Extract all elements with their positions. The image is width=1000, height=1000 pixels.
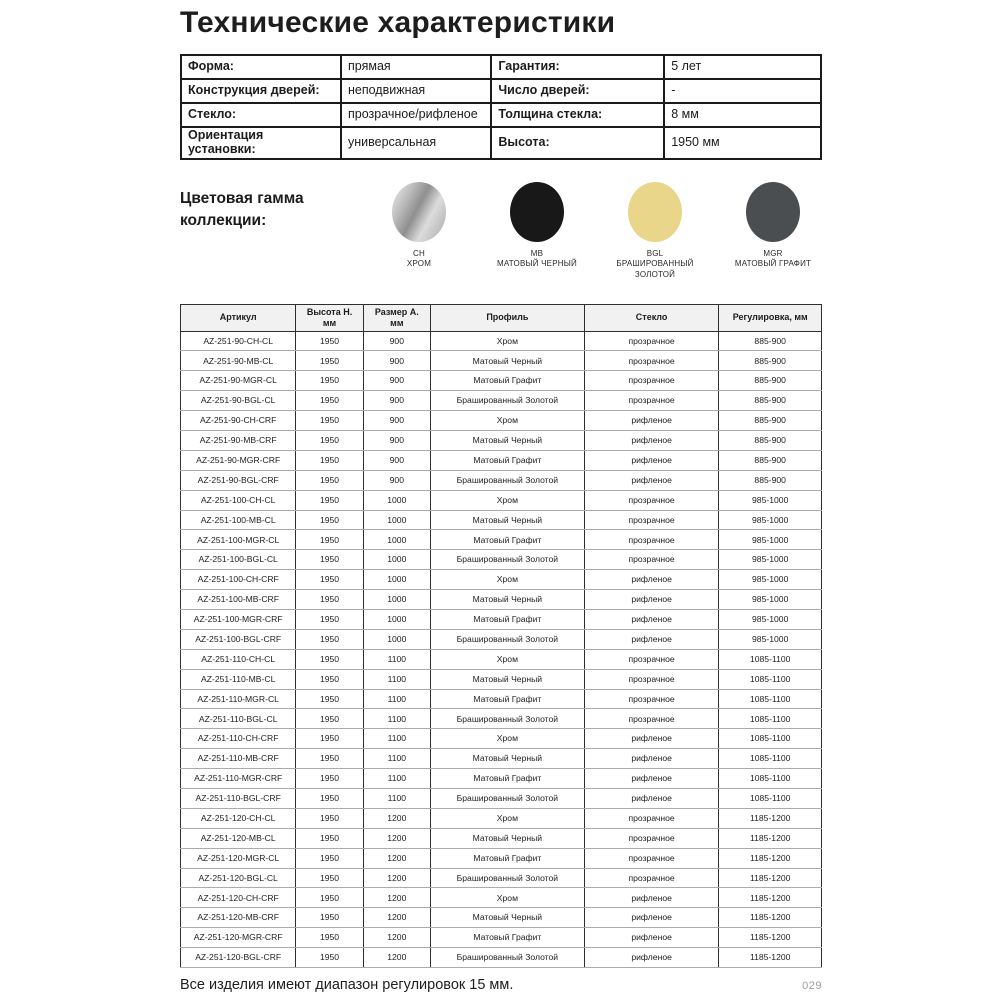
cell-glass: прозрачное bbox=[584, 828, 719, 848]
footer-note: Все изделия имеют диапазон регулировок 15 мм. bbox=[180, 977, 514, 993]
cell-profile: Хром bbox=[430, 570, 584, 590]
cell-profile: Матовый Черный bbox=[430, 828, 584, 848]
cell-adjustment: 1185-1200 bbox=[719, 808, 822, 828]
cell-profile: Матовый Черный bbox=[430, 908, 584, 928]
cell-adjustment: 985-1000 bbox=[719, 550, 822, 570]
cell-height: 1950 bbox=[296, 550, 363, 570]
cell-height: 1950 bbox=[296, 391, 363, 411]
cell-glass: прозрачное bbox=[584, 848, 719, 868]
cell-height: 1950 bbox=[296, 908, 363, 928]
table-row bbox=[181, 948, 822, 968]
cell-adjustment: 985-1000 bbox=[719, 530, 822, 550]
cell-size: 900 bbox=[363, 450, 430, 470]
table-row bbox=[181, 550, 822, 570]
cell-article: AZ-251-100-MGR-CL bbox=[181, 530, 296, 550]
cell-size: 1200 bbox=[363, 948, 430, 968]
cell-profile: Хром bbox=[430, 490, 584, 510]
cell-height: 1950 bbox=[296, 351, 363, 371]
cell-article: AZ-251-100-BGL-CL bbox=[181, 550, 296, 570]
page-number: 029 bbox=[802, 980, 822, 992]
cell-size: 1000 bbox=[363, 570, 430, 590]
table-row bbox=[181, 908, 822, 928]
cell-size: 1100 bbox=[363, 788, 430, 808]
cell-adjustment: 985-1000 bbox=[719, 590, 822, 610]
products-table-body bbox=[181, 331, 822, 968]
cell-size: 900 bbox=[363, 411, 430, 431]
table-row bbox=[181, 848, 822, 868]
cell-article: AZ-251-110-MGR-CL bbox=[181, 689, 296, 709]
spec-label: Число дверей: bbox=[491, 79, 664, 103]
cell-height: 1950 bbox=[296, 888, 363, 908]
table-row bbox=[181, 669, 822, 689]
cell-height: 1950 bbox=[296, 649, 363, 669]
cell-size: 1200 bbox=[363, 888, 430, 908]
cell-profile: Хром bbox=[430, 888, 584, 908]
cell-adjustment: 1185-1200 bbox=[719, 888, 822, 908]
table-row bbox=[181, 391, 822, 411]
cell-article: AZ-251-90-MB-CL bbox=[181, 351, 296, 371]
cell-article: AZ-251-90-CH-CL bbox=[181, 331, 296, 351]
spec-value: 1950 мм bbox=[664, 127, 821, 159]
cell-glass: прозрачное bbox=[584, 709, 719, 729]
cell-article: AZ-251-100-CH-CL bbox=[181, 490, 296, 510]
cell-size: 1000 bbox=[363, 550, 430, 570]
color-gamma-heading: Цветовая гамма коллекции: bbox=[180, 189, 304, 229]
cell-glass: прозрачное bbox=[584, 351, 719, 371]
color-swatch-label: MGR МАТОВЫЙ ГРАФИТ bbox=[734, 248, 812, 269]
color-swatch-label: BGL БРАШИРОВАННЫЙ ЗОЛОТОЙ bbox=[616, 248, 694, 280]
cell-height: 1950 bbox=[296, 788, 363, 808]
cell-adjustment: 1085-1100 bbox=[719, 689, 822, 709]
table-row bbox=[181, 649, 822, 669]
table-row bbox=[181, 411, 822, 431]
cell-profile: Матовый Графит bbox=[430, 609, 584, 629]
cell-article: AZ-251-120-BGL-CL bbox=[181, 868, 296, 888]
cell-profile: Матовый Графит bbox=[430, 928, 584, 948]
cell-article: AZ-251-110-MB-CL bbox=[181, 669, 296, 689]
cell-article: AZ-251-100-MGR-CRF bbox=[181, 609, 296, 629]
cell-adjustment: 1085-1100 bbox=[719, 669, 822, 689]
cell-article: AZ-251-110-BGL-CRF bbox=[181, 788, 296, 808]
cell-size: 900 bbox=[363, 391, 430, 411]
spec-table bbox=[180, 54, 822, 160]
cell-profile: Хром bbox=[430, 411, 584, 431]
cell-profile: Брашированный Золотой bbox=[430, 629, 584, 649]
cell-adjustment: 1185-1200 bbox=[719, 948, 822, 968]
cell-article: AZ-251-120-BGL-CRF bbox=[181, 948, 296, 968]
cell-glass: прозрачное bbox=[584, 490, 719, 510]
cell-height: 1950 bbox=[296, 629, 363, 649]
cell-adjustment: 885-900 bbox=[719, 331, 822, 351]
color-swatch bbox=[478, 182, 596, 294]
color-swatch bbox=[714, 182, 832, 294]
cell-article: AZ-251-90-BGL-CRF bbox=[181, 470, 296, 490]
cell-profile: Брашированный Золотой bbox=[430, 788, 584, 808]
cell-height: 1950 bbox=[296, 669, 363, 689]
spec-label: Ориентация установки: bbox=[181, 127, 341, 159]
cell-glass: рифленое bbox=[584, 430, 719, 450]
cell-article: AZ-251-110-CH-CRF bbox=[181, 729, 296, 749]
cell-height: 1950 bbox=[296, 450, 363, 470]
cell-profile: Хром bbox=[430, 729, 584, 749]
spec-label: Толщина стекла: bbox=[491, 103, 664, 127]
products-column-header: Артикул bbox=[181, 304, 296, 331]
cell-height: 1950 bbox=[296, 530, 363, 550]
cell-glass: рифленое bbox=[584, 450, 719, 470]
cell-height: 1950 bbox=[296, 828, 363, 848]
cell-adjustment: 885-900 bbox=[719, 430, 822, 450]
cell-size: 1100 bbox=[363, 729, 430, 749]
cell-glass: прозрачное bbox=[584, 391, 719, 411]
cell-size: 900 bbox=[363, 371, 430, 391]
cell-size: 1000 bbox=[363, 590, 430, 610]
color-swatch-circle-mb bbox=[510, 182, 564, 242]
spec-table-body bbox=[181, 55, 821, 159]
cell-profile: Матовый Графит bbox=[430, 769, 584, 789]
table-row bbox=[181, 470, 822, 490]
page-title: Технические характеристики bbox=[180, 6, 616, 39]
table-row bbox=[181, 928, 822, 948]
cell-profile: Брашированный Золотой bbox=[430, 948, 584, 968]
table-row bbox=[181, 629, 822, 649]
spec-value: неподвижная bbox=[341, 79, 491, 103]
table-row bbox=[181, 570, 822, 590]
cell-size: 1200 bbox=[363, 808, 430, 828]
table-row bbox=[181, 590, 822, 610]
spec-label: Конструкция дверей: bbox=[181, 79, 341, 103]
cell-glass: рифленое bbox=[584, 590, 719, 610]
cell-glass: рифленое bbox=[584, 729, 719, 749]
cell-adjustment: 885-900 bbox=[719, 371, 822, 391]
cell-height: 1950 bbox=[296, 430, 363, 450]
cell-height: 1950 bbox=[296, 868, 363, 888]
color-swatch-circle-ch bbox=[392, 182, 446, 242]
cell-glass: прозрачное bbox=[584, 669, 719, 689]
cell-size: 900 bbox=[363, 430, 430, 450]
cell-size: 1200 bbox=[363, 928, 430, 948]
cell-profile: Матовый Черный bbox=[430, 510, 584, 530]
cell-profile: Хром bbox=[430, 808, 584, 828]
products-header-row bbox=[181, 304, 822, 331]
cell-adjustment: 1085-1100 bbox=[719, 788, 822, 808]
cell-adjustment: 1085-1100 bbox=[719, 769, 822, 789]
cell-profile: Брашированный Золотой bbox=[430, 470, 584, 490]
cell-adjustment: 885-900 bbox=[719, 470, 822, 490]
cell-height: 1950 bbox=[296, 848, 363, 868]
cell-glass: рифленое bbox=[584, 749, 719, 769]
cell-profile: Брашированный Золотой bbox=[430, 709, 584, 729]
cell-adjustment: 1085-1100 bbox=[719, 749, 822, 769]
cell-glass: прозрачное bbox=[584, 808, 719, 828]
cell-article: AZ-251-120-MB-CRF bbox=[181, 908, 296, 928]
products-table-head bbox=[181, 304, 822, 331]
cell-profile: Матовый Графит bbox=[430, 450, 584, 470]
cell-height: 1950 bbox=[296, 510, 363, 530]
cell-size: 1100 bbox=[363, 769, 430, 789]
cell-profile: Хром bbox=[430, 331, 584, 351]
cell-height: 1950 bbox=[296, 689, 363, 709]
cell-height: 1950 bbox=[296, 590, 363, 610]
cell-size: 1200 bbox=[363, 868, 430, 888]
cell-adjustment: 1085-1100 bbox=[719, 729, 822, 749]
cell-size: 1200 bbox=[363, 828, 430, 848]
cell-size: 1100 bbox=[363, 749, 430, 769]
cell-adjustment: 985-1000 bbox=[719, 570, 822, 590]
spec-value: прозрачное/рифленое bbox=[341, 103, 491, 127]
cell-glass: прозрачное bbox=[584, 868, 719, 888]
cell-glass: рифленое bbox=[584, 928, 719, 948]
cell-adjustment: 1185-1200 bbox=[719, 868, 822, 888]
spec-row bbox=[181, 127, 821, 159]
table-row bbox=[181, 788, 822, 808]
cell-glass: рифленое bbox=[584, 888, 719, 908]
cell-height: 1950 bbox=[296, 769, 363, 789]
products-column-header: Высота H. мм bbox=[296, 304, 363, 331]
cell-size: 900 bbox=[363, 331, 430, 351]
color-swatch bbox=[596, 182, 714, 294]
table-row bbox=[181, 769, 822, 789]
spec-value: 5 лет bbox=[664, 55, 821, 79]
cell-glass: прозрачное bbox=[584, 649, 719, 669]
cell-article: AZ-251-120-MB-CL bbox=[181, 828, 296, 848]
color-swatch-label: MB МАТОВЫЙ ЧЕРНЫЙ bbox=[497, 248, 577, 269]
cell-height: 1950 bbox=[296, 729, 363, 749]
table-row bbox=[181, 371, 822, 391]
cell-article: AZ-251-110-BGL-CL bbox=[181, 709, 296, 729]
cell-adjustment: 985-1000 bbox=[719, 490, 822, 510]
cell-profile: Брашированный Золотой bbox=[430, 391, 584, 411]
spec-value: универсальная bbox=[341, 127, 491, 159]
cell-height: 1950 bbox=[296, 928, 363, 948]
color-swatch-circle-bgl bbox=[628, 182, 682, 242]
products-table bbox=[180, 304, 822, 969]
spec-row bbox=[181, 55, 821, 79]
cell-size: 1100 bbox=[363, 649, 430, 669]
products-column-header: Регулировка, мм bbox=[719, 304, 822, 331]
table-row bbox=[181, 808, 822, 828]
cell-size: 1000 bbox=[363, 510, 430, 530]
cell-adjustment: 1085-1100 bbox=[719, 649, 822, 669]
cell-profile: Матовый Черный bbox=[430, 590, 584, 610]
cell-article: AZ-251-100-CH-CRF bbox=[181, 570, 296, 590]
cell-size: 1200 bbox=[363, 908, 430, 928]
cell-article: AZ-251-90-MGR-CL bbox=[181, 371, 296, 391]
cell-profile: Матовый Черный bbox=[430, 749, 584, 769]
cell-height: 1950 bbox=[296, 609, 363, 629]
cell-size: 900 bbox=[363, 351, 430, 371]
cell-glass: рифленое bbox=[584, 908, 719, 928]
cell-profile: Брашированный Золотой bbox=[430, 868, 584, 888]
cell-glass: прозрачное bbox=[584, 371, 719, 391]
cell-adjustment: 1185-1200 bbox=[719, 848, 822, 868]
cell-article: AZ-251-90-MGR-CRF bbox=[181, 450, 296, 470]
cell-article: AZ-251-100-MB-CL bbox=[181, 510, 296, 530]
cell-height: 1950 bbox=[296, 331, 363, 351]
color-gamma-section bbox=[180, 182, 822, 294]
cell-profile: Матовый Графит bbox=[430, 530, 584, 550]
table-row bbox=[181, 888, 822, 908]
cell-height: 1950 bbox=[296, 490, 363, 510]
spec-row bbox=[181, 103, 821, 127]
cell-adjustment: 1185-1200 bbox=[719, 828, 822, 848]
cell-article: AZ-251-120-MGR-CRF bbox=[181, 928, 296, 948]
cell-glass: рифленое bbox=[584, 609, 719, 629]
cell-adjustment: 885-900 bbox=[719, 391, 822, 411]
color-swatches bbox=[332, 182, 846, 294]
cell-height: 1950 bbox=[296, 808, 363, 828]
table-row bbox=[181, 331, 822, 351]
table-row bbox=[181, 490, 822, 510]
cell-glass: рифленое bbox=[584, 948, 719, 968]
table-row bbox=[181, 828, 822, 848]
table-row bbox=[181, 510, 822, 530]
cell-article: AZ-251-90-BGL-CL bbox=[181, 391, 296, 411]
cell-size: 1000 bbox=[363, 490, 430, 510]
cell-glass: прозрачное bbox=[584, 331, 719, 351]
cell-size: 1000 bbox=[363, 629, 430, 649]
cell-article: AZ-251-110-CH-CL bbox=[181, 649, 296, 669]
cell-size: 1100 bbox=[363, 709, 430, 729]
spec-row bbox=[181, 79, 821, 103]
cell-glass: прозрачное bbox=[584, 530, 719, 550]
table-row bbox=[181, 868, 822, 888]
cell-article: AZ-251-120-MGR-CL bbox=[181, 848, 296, 868]
cell-article: AZ-251-120-CH-CRF bbox=[181, 888, 296, 908]
table-row bbox=[181, 609, 822, 629]
spec-label: Форма: bbox=[181, 55, 341, 79]
table-row bbox=[181, 729, 822, 749]
table-row bbox=[181, 749, 822, 769]
cell-glass: рифленое bbox=[584, 411, 719, 431]
cell-profile: Матовый Черный bbox=[430, 669, 584, 689]
cell-adjustment: 985-1000 bbox=[719, 609, 822, 629]
products-column-header: Профиль bbox=[430, 304, 584, 331]
table-row bbox=[181, 530, 822, 550]
cell-profile: Хром bbox=[430, 649, 584, 669]
cell-glass: рифленое bbox=[584, 470, 719, 490]
cell-size: 1100 bbox=[363, 689, 430, 709]
cell-size: 1000 bbox=[363, 530, 430, 550]
spec-label: Гарантия: bbox=[491, 55, 664, 79]
cell-article: AZ-251-110-MGR-CRF bbox=[181, 769, 296, 789]
color-swatch-label: CH ХРОМ bbox=[406, 248, 432, 269]
cell-height: 1950 bbox=[296, 709, 363, 729]
cell-profile: Матовый Графит bbox=[430, 371, 584, 391]
cell-adjustment: 985-1000 bbox=[719, 629, 822, 649]
cell-glass: рифленое bbox=[584, 570, 719, 590]
spec-value: прямая bbox=[341, 55, 491, 79]
cell-adjustment: 1185-1200 bbox=[719, 908, 822, 928]
cell-size: 1100 bbox=[363, 669, 430, 689]
cell-height: 1950 bbox=[296, 749, 363, 769]
spec-value: - bbox=[664, 79, 821, 103]
cell-adjustment: 1185-1200 bbox=[719, 928, 822, 948]
cell-adjustment: 885-900 bbox=[719, 450, 822, 470]
cell-profile: Матовый Черный bbox=[430, 430, 584, 450]
table-row bbox=[181, 430, 822, 450]
cell-adjustment: 985-1000 bbox=[719, 510, 822, 530]
page-content bbox=[180, 6, 822, 993]
cell-profile: Брашированный Золотой bbox=[430, 550, 584, 570]
cell-article: AZ-251-90-MB-CRF bbox=[181, 430, 296, 450]
cell-adjustment: 885-900 bbox=[719, 351, 822, 371]
cell-size: 1200 bbox=[363, 848, 430, 868]
cell-height: 1950 bbox=[296, 470, 363, 490]
cell-height: 1950 bbox=[296, 570, 363, 590]
cell-height: 1950 bbox=[296, 411, 363, 431]
products-column-header: Стекло bbox=[584, 304, 719, 331]
cell-article: AZ-251-100-MB-CRF bbox=[181, 590, 296, 610]
cell-size: 1000 bbox=[363, 609, 430, 629]
cell-profile: Матовый Графит bbox=[430, 689, 584, 709]
color-swatch bbox=[360, 182, 478, 294]
spec-label: Стекло: bbox=[181, 103, 341, 127]
cell-glass: рифленое bbox=[584, 788, 719, 808]
cell-profile: Матовый Графит bbox=[430, 848, 584, 868]
table-row bbox=[181, 450, 822, 470]
cell-article: AZ-251-100-BGL-CRF bbox=[181, 629, 296, 649]
cell-article: AZ-251-120-CH-CL bbox=[181, 808, 296, 828]
cell-height: 1950 bbox=[296, 948, 363, 968]
cell-article: AZ-251-110-MB-CRF bbox=[181, 749, 296, 769]
spec-label: Высота: bbox=[491, 127, 664, 159]
cell-profile: Матовый Черный bbox=[430, 351, 584, 371]
cell-adjustment: 1085-1100 bbox=[719, 709, 822, 729]
cell-glass: прозрачное bbox=[584, 550, 719, 570]
color-swatch-circle-mgr bbox=[746, 182, 800, 242]
table-row bbox=[181, 689, 822, 709]
table-row bbox=[181, 709, 822, 729]
cell-adjustment: 885-900 bbox=[719, 411, 822, 431]
cell-glass: рифленое bbox=[584, 769, 719, 789]
cell-article: AZ-251-90-CH-CRF bbox=[181, 411, 296, 431]
products-column-header: Размер A. мм bbox=[363, 304, 430, 331]
cell-glass: прозрачное bbox=[584, 689, 719, 709]
spec-value: 8 мм bbox=[664, 103, 821, 127]
cell-size: 900 bbox=[363, 470, 430, 490]
cell-glass: прозрачное bbox=[584, 510, 719, 530]
cell-height: 1950 bbox=[296, 371, 363, 391]
table-row bbox=[181, 351, 822, 371]
cell-glass: рифленое bbox=[584, 629, 719, 649]
